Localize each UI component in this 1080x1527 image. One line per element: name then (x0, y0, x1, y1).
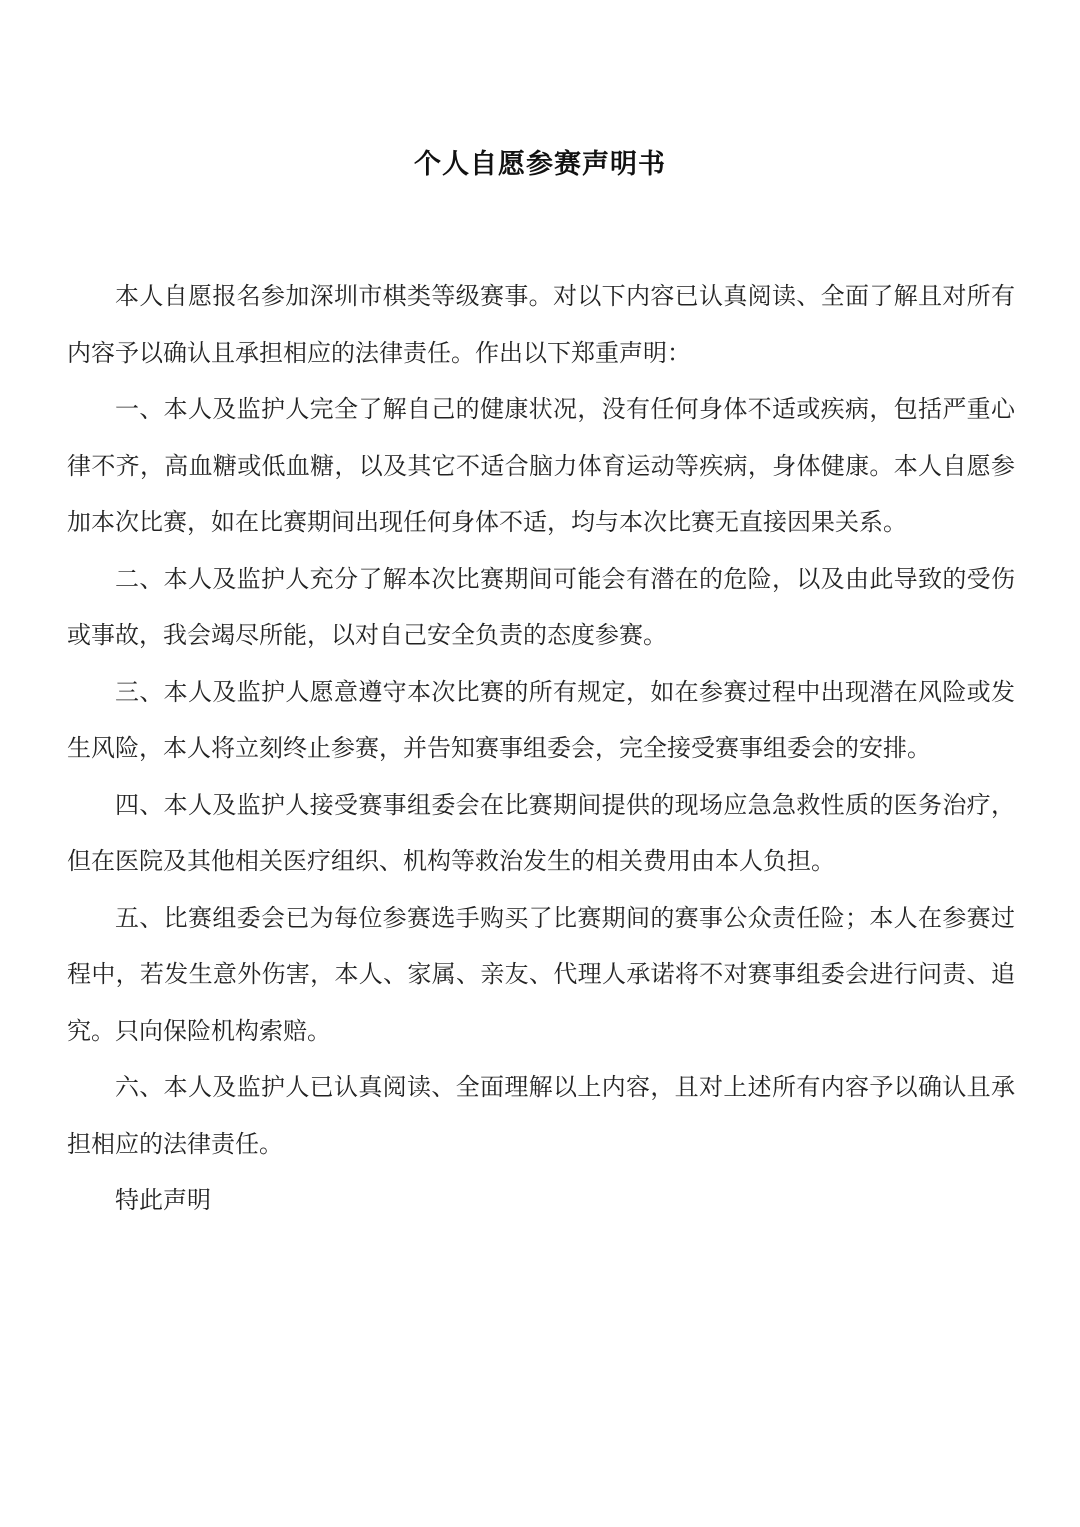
paragraph-clause-6: 六、本人及监护人已认真阅读、全面理解以上内容，且对上述所有内容予以确认且承担相应的法律责任。 (67, 1073, 1015, 1158)
document-body (67, 268, 1015, 1229)
paragraph-intro: 本人自愿报名参加深圳市棋类等级赛事。对以下内容已认真阅读、全面了解且对所有内容予以确认且承担相应的法律责任。作出以下郑重声明： (67, 282, 1015, 367)
document-title: 个人自愿参赛声明书 (414, 149, 666, 180)
paragraph-clause-2: 二、本人及监护人充分了解本次比赛期间可能会有潜在的危险，以及由此导致的受伤或事故，我会竭尽所能，以对自己安全负责的态度参赛。 (67, 564, 1015, 649)
paragraph-clause-1: 一、本人及监护人完全了解自己的健康状况，没有任何身体不适或疾病，包括严重心律不齐，高血糖或低血糖，以及其它不适合脑力体育运动等疾病，身体健康。本人自愿参加本次比赛，如在比赛期间出现任何身体不适，均与本次比赛无直接因果关系。 (67, 395, 1015, 536)
paragraph-clause-4: 四、本人及监护人接受赛事组委会在比赛期间提供的现场应急急救性质的医务治疗，但在医院及其他相关医疗组织、机构等救治发生的相关费用由本人负担。 (67, 790, 1015, 875)
paragraph-clause-5: 五、比赛组委会已为每位参赛选手购买了比赛期间的赛事公众责任险；本人在参赛过程中，若发生意外伤害，本人、家属、亲友、代理人承诺将不对赛事组委会进行问责、追究。只向保险机构索赔。 (67, 903, 1015, 1045)
paragraph-clause-3: 三、本人及监护人愿意遵守本次比赛的所有规定，如在参赛过程中出现潜在风险或发生风险，本人将立刻终止参赛，并告知赛事组委会，完全接受赛事组委会的安排。 (67, 677, 1015, 762)
closing-statement: 特此声明 (115, 1186, 211, 1214)
